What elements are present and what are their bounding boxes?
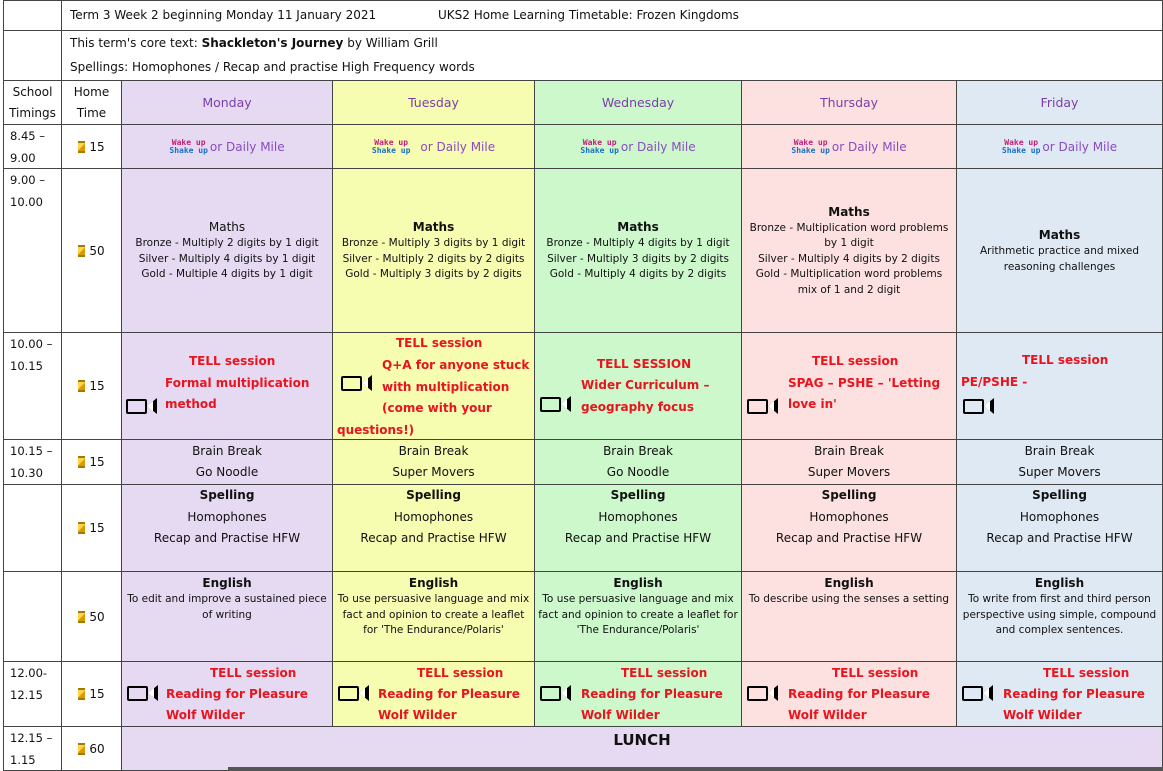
day-header-friday: Friday bbox=[957, 81, 1163, 125]
hourglass-icon bbox=[78, 245, 85, 257]
hourglass-icon bbox=[78, 743, 85, 755]
home-time-r1: 15 bbox=[62, 125, 122, 169]
maths-wednesday: Maths Bronze - Multiply 4 digits by 1 digit Silver - Multiply 3 digits by 2 digits Gold - Multiply 4 digits by 2 digits bbox=[535, 169, 742, 333]
brain-break-tuesday: Brain Break Super Movers bbox=[333, 440, 535, 485]
hourglass-icon bbox=[78, 456, 85, 468]
tell-tuesday: TELL session Q+A for anyone stuck with multiplication (come with your questions!) bbox=[333, 333, 535, 440]
video-camera-icon[interactable] bbox=[963, 399, 984, 414]
maths-thursday: Maths Bronze - Multiplication word problems by 1 digit Silver - Multiply 4 digits by 2 digits Gold - Multiplication word problems mix of 1 and 2 digit bbox=[742, 169, 957, 333]
tell-thursday: TELL session SPAG – PSHE – 'Letting love in' bbox=[742, 333, 957, 440]
warmup-thursday: Wake up Shake up or Daily Mile bbox=[742, 125, 957, 169]
video-camera-icon[interactable] bbox=[127, 686, 148, 701]
home-time-r3: 15 bbox=[62, 333, 122, 440]
warmup-wednesday: Wake up Shake up or Daily Mile bbox=[535, 125, 742, 169]
english-thursday: English To describe using the senses a setting bbox=[742, 572, 957, 662]
video-camera-icon[interactable] bbox=[126, 399, 147, 414]
wake-up-shake-up-logo: Wake up Shake up bbox=[580, 137, 619, 155]
day-header-monday: Monday bbox=[122, 81, 333, 125]
hourglass-icon bbox=[78, 611, 85, 623]
core-text-header bbox=[62, 31, 1163, 81]
brain-break-thursday: Brain Break Super Movers bbox=[742, 440, 957, 485]
reading-thursday: TELL session Reading for Pleasure Wolf Wilder bbox=[742, 662, 957, 727]
spelling-thursday: Spelling Homophones Recap and Practise HFW bbox=[742, 485, 957, 572]
english-wednesday: English To use persuasive language and mix fact and opinion to create a leaflet for 'The Endurance/Polaris' bbox=[535, 572, 742, 662]
time-blank-r5 bbox=[3, 485, 62, 572]
week-label: Term 3 Week 2 beginning Monday 11 January 2021 bbox=[70, 8, 377, 22]
spelling-tuesday: Spelling Homophones Recap and Practise HFW bbox=[333, 485, 535, 572]
home-time-r7: 15 bbox=[62, 662, 122, 727]
reading-tuesday: TELL session Reading for Pleasure Wolf Wilder bbox=[333, 662, 535, 727]
video-camera-icon[interactable] bbox=[338, 686, 359, 701]
time-845: 8.45 – 9.00 bbox=[3, 125, 62, 169]
home-time-header: Home Time bbox=[62, 81, 122, 125]
day-header-wednesday: Wednesday bbox=[535, 81, 742, 125]
day-header-tuesday: Tuesday bbox=[333, 81, 535, 125]
core-text-author: by William Grill bbox=[347, 36, 438, 50]
home-time-r8: 60 bbox=[62, 727, 122, 771]
brain-break-monday: Brain Break Go Noodle bbox=[122, 440, 333, 485]
brain-break-wednesday: Brain Break Go Noodle bbox=[535, 440, 742, 485]
warmup-tuesday: Wake up Shake up or Daily Mile bbox=[333, 125, 535, 169]
hourglass-icon bbox=[78, 688, 85, 700]
hourglass-icon bbox=[78, 380, 85, 392]
video-camera-icon[interactable] bbox=[747, 686, 768, 701]
spelling-wednesday: Spelling Homophones Recap and Practise HFW bbox=[535, 485, 742, 572]
video-camera-icon[interactable] bbox=[540, 397, 561, 412]
english-monday: English To edit and improve a sustained piece of writing bbox=[122, 572, 333, 662]
blank-corner-2 bbox=[3, 31, 62, 81]
home-time-r6: 50 bbox=[62, 572, 122, 662]
time-blank-r6 bbox=[3, 572, 62, 662]
week-header bbox=[62, 0, 1163, 31]
video-camera-icon[interactable] bbox=[747, 399, 768, 414]
english-tuesday: English To use persuasive language and mix fact and opinion to create a leaflet for 'The Endurance/Polaris' bbox=[333, 572, 535, 662]
day-header-thursday: Thursday bbox=[742, 81, 957, 125]
wake-up-shake-up-logo: Wake up Shake up bbox=[169, 137, 208, 155]
spelling-monday: Spelling Homophones Recap and Practise HFW bbox=[122, 485, 333, 572]
hourglass-icon bbox=[78, 522, 85, 534]
core-text-book: Shackleton's Journey bbox=[201, 36, 344, 50]
reading-friday: TELL session Reading for Pleasure Wolf Wilder bbox=[957, 662, 1163, 727]
tell-friday: TELL session PE/PSHE - bbox=[957, 333, 1163, 440]
maths-tuesday: Maths Bronze - Multiply 3 digits by 1 digit Silver - Multiply 2 digits by 2 digits Gold - Multiply 3 digits by 2 digits bbox=[333, 169, 535, 333]
warmup-monday: Wake up Shake up or Daily Mile bbox=[122, 125, 333, 169]
maths-monday: Maths Bronze - Multiply 2 digits by 1 digit Silver - Multiply 4 digits by 1 digit Gold - Multiple 4 digits by 1 digit bbox=[122, 169, 333, 333]
time-1200: 12.00- 12.15 bbox=[3, 662, 62, 727]
spelling-friday: Spelling Homophones Recap and Practise HFW bbox=[957, 485, 1163, 572]
home-time-r4: 15 bbox=[62, 440, 122, 485]
time-1015: 10.15 – 10.30 bbox=[3, 440, 62, 485]
brain-break-friday: Brain Break Super Movers bbox=[957, 440, 1163, 485]
home-time-r2: 50 bbox=[62, 169, 122, 333]
scrollbar-strip[interactable] bbox=[228, 767, 1163, 771]
video-camera-icon[interactable] bbox=[341, 376, 362, 391]
timetable-title: UKS2 Home Learning Timetable: Frozen Kingdoms bbox=[437, 8, 739, 22]
school-timings-header: School Timings bbox=[3, 81, 62, 125]
warmup-friday: Wake up Shake up or Daily Mile bbox=[957, 125, 1163, 169]
video-camera-icon[interactable] bbox=[962, 686, 983, 701]
time-900: 9.00 – 10.00 bbox=[3, 169, 62, 333]
tell-monday: TELL session Formal multiplication method bbox=[122, 333, 333, 440]
wake-up-shake-up-logo: Wake up Shake up bbox=[791, 137, 830, 155]
time-1215: 12.15 – 1.15 bbox=[3, 727, 62, 771]
lunch-row: LUNCH bbox=[122, 727, 1163, 771]
english-friday: English To write from first and third person perspective using simple, compound and complex sentences. bbox=[957, 572, 1163, 662]
blank-corner bbox=[3, 0, 62, 31]
tell-wednesday: TELL SESSION Wider Curriculum – geography focus bbox=[535, 333, 742, 440]
wake-up-shake-up-logo: Wake up Shake up bbox=[371, 137, 411, 155]
hourglass-icon bbox=[78, 141, 85, 153]
wake-up-shake-up-logo: Wake up Shake up bbox=[1001, 137, 1041, 155]
spellings-line: Spellings: Homophones / Recap and practise High Frequency words bbox=[70, 60, 475, 74]
maths-friday: Maths Arithmetic practice and mixed reasoning challenges bbox=[957, 169, 1163, 333]
time-1000: 10.00 – 10.15 bbox=[3, 333, 62, 440]
home-time-r5: 15 bbox=[62, 485, 122, 572]
reading-monday: TELL session Reading for Pleasure Wolf Wilder bbox=[122, 662, 333, 727]
core-text-prefix: This term's core text: bbox=[70, 36, 198, 50]
reading-wednesday: TELL session Reading for Pleasure Wolf Wilder bbox=[535, 662, 742, 727]
video-camera-icon[interactable] bbox=[540, 686, 561, 701]
